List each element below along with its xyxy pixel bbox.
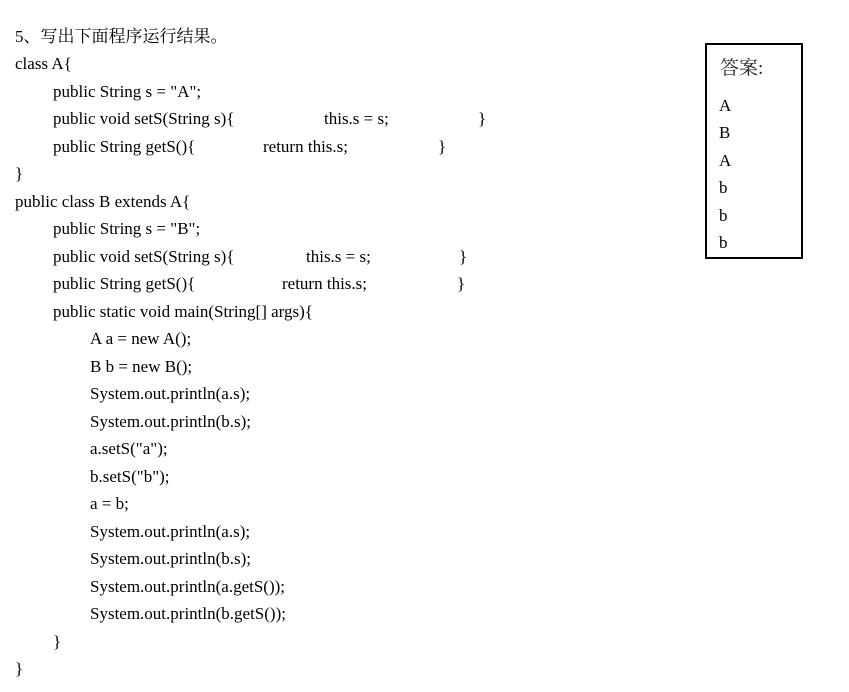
code-segment: System.out.println(a.s); xyxy=(90,521,251,541)
code-line xyxy=(0,463,849,490)
code-segment: public void setS(String s){ xyxy=(53,246,235,266)
code-line xyxy=(0,600,849,627)
code-segment: B b = new B(); xyxy=(90,356,193,376)
code-segment: b.setS("b"); xyxy=(90,466,170,486)
code-line xyxy=(0,628,849,655)
code-segment: System.out.println(b.getS()); xyxy=(90,604,286,623)
answer-item: B xyxy=(719,123,731,142)
code-segment: } xyxy=(15,659,24,678)
code-line xyxy=(0,298,849,325)
code-segment: return this.s; xyxy=(282,274,367,293)
code-segment: return this.s; xyxy=(263,136,348,156)
code-segment: } xyxy=(53,631,62,651)
code-line xyxy=(0,490,849,517)
code-segment: public String getS(){ xyxy=(53,274,196,293)
code-line xyxy=(0,325,849,352)
code-segment: this.s = s; xyxy=(306,246,371,266)
code-segment: } xyxy=(478,109,487,128)
answer-box xyxy=(705,43,803,259)
code-segment: class A{ xyxy=(15,54,72,73)
answer-item: b xyxy=(719,206,728,225)
code-segment: this.s = s; xyxy=(324,109,389,128)
code-line xyxy=(0,380,849,407)
code-segment: public String s = "B"; xyxy=(53,219,201,238)
code-segment: public class B extends A{ xyxy=(15,191,191,211)
answer-item: b xyxy=(719,233,728,252)
code-segment: public String s = "A"; xyxy=(53,81,202,101)
code-line xyxy=(0,270,849,297)
code-segment: public String getS(){ xyxy=(53,136,196,156)
answer-item: b xyxy=(719,178,728,197)
code-segment: } xyxy=(15,164,24,183)
question-title: 5、写出下面程序运行结果。 xyxy=(15,27,228,46)
code-segment: A a = new A(); xyxy=(90,329,192,348)
code-line xyxy=(0,353,849,380)
answer-item: A xyxy=(719,151,732,170)
code-segment: } xyxy=(438,136,447,156)
code-segment: } xyxy=(457,274,466,293)
code-segment: } xyxy=(459,246,468,266)
code-segment: a.setS("a"); xyxy=(90,439,168,458)
code-line xyxy=(0,655,849,682)
code-line xyxy=(0,518,849,545)
code-segment: a = b; xyxy=(90,494,129,513)
code-line xyxy=(0,435,849,462)
code-segment: System.out.println(a.s); xyxy=(90,384,251,403)
answer-heading: 答案: xyxy=(720,58,764,79)
code-line xyxy=(0,408,849,435)
code-segment: System.out.println(a.getS()); xyxy=(90,576,286,596)
code-line xyxy=(0,573,849,600)
code-segment: public void setS(String s){ xyxy=(53,109,235,128)
answer-item: A xyxy=(719,96,732,115)
code-segment: System.out.println(b.s); xyxy=(90,411,252,431)
code-line xyxy=(0,545,849,572)
code-segment: System.out.println(b.s); xyxy=(90,549,252,568)
code-segment: public static void main(String[] args){ xyxy=(53,301,313,321)
